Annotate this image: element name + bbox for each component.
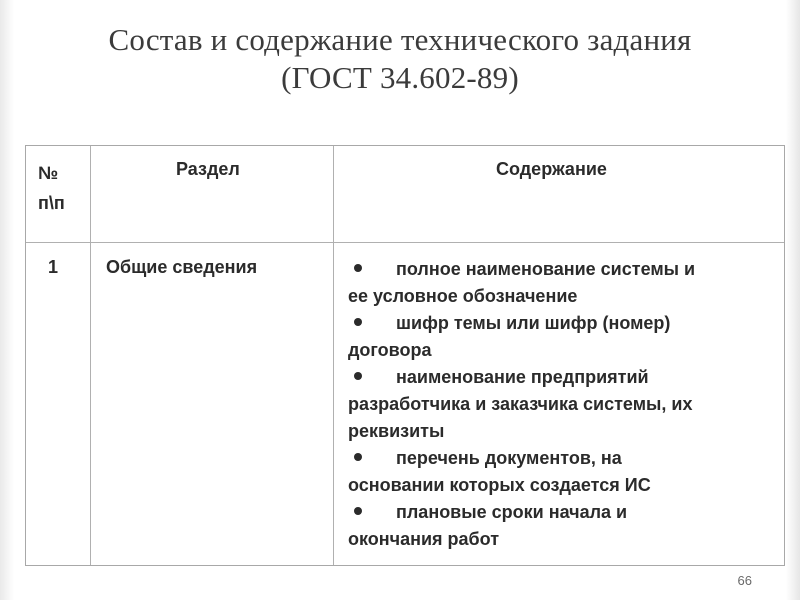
list-item — [348, 445, 778, 499]
bullet-icon — [348, 445, 396, 472]
header-number — [38, 158, 88, 218]
slide-subtitle: (ГОСТ 34.602-89) — [281, 60, 519, 95]
slide-title: Состав и содержание технического задания — [108, 22, 692, 57]
list-item — [348, 310, 778, 364]
header-number-abbr: п\п — [38, 193, 65, 213]
column-divider — [90, 146, 91, 565]
list-item — [348, 499, 778, 553]
list-item-text: основании которых создается ИС — [348, 475, 651, 495]
list-item-text: ее условное обозначение — [348, 286, 578, 306]
list-item-text: разработчика и заказчика системы, их — [348, 394, 693, 414]
content-table — [25, 145, 785, 566]
list-item — [348, 256, 778, 310]
list-item-text: шифр темы или шифр (номер) — [396, 313, 671, 333]
list-item-text: полное наименование системы и — [396, 259, 696, 279]
list-item-text: реквизиты — [348, 421, 445, 441]
bullet-icon — [348, 256, 396, 283]
header-number-symbol: № — [38, 163, 59, 183]
row-content-list — [348, 256, 778, 553]
column-divider — [333, 146, 334, 565]
bullet-icon — [348, 499, 396, 526]
list-item — [348, 364, 778, 445]
page-number: 66 — [737, 573, 752, 588]
bullet-icon — [348, 364, 396, 391]
list-item-text: договора — [348, 340, 432, 360]
row-number: 1 — [48, 257, 59, 277]
header-section: Раздел — [176, 159, 240, 179]
row-divider — [26, 242, 784, 243]
list-item-text: окончания работ — [348, 529, 500, 549]
bullet-icon — [348, 310, 396, 337]
list-item-text: перечень документов, на — [396, 448, 622, 468]
header-content: Содержание — [496, 159, 607, 179]
row-section: Общие сведения — [106, 257, 258, 277]
list-item-text: плановые сроки начала и — [396, 502, 628, 522]
list-item-text: наименование предприятий — [396, 367, 649, 387]
